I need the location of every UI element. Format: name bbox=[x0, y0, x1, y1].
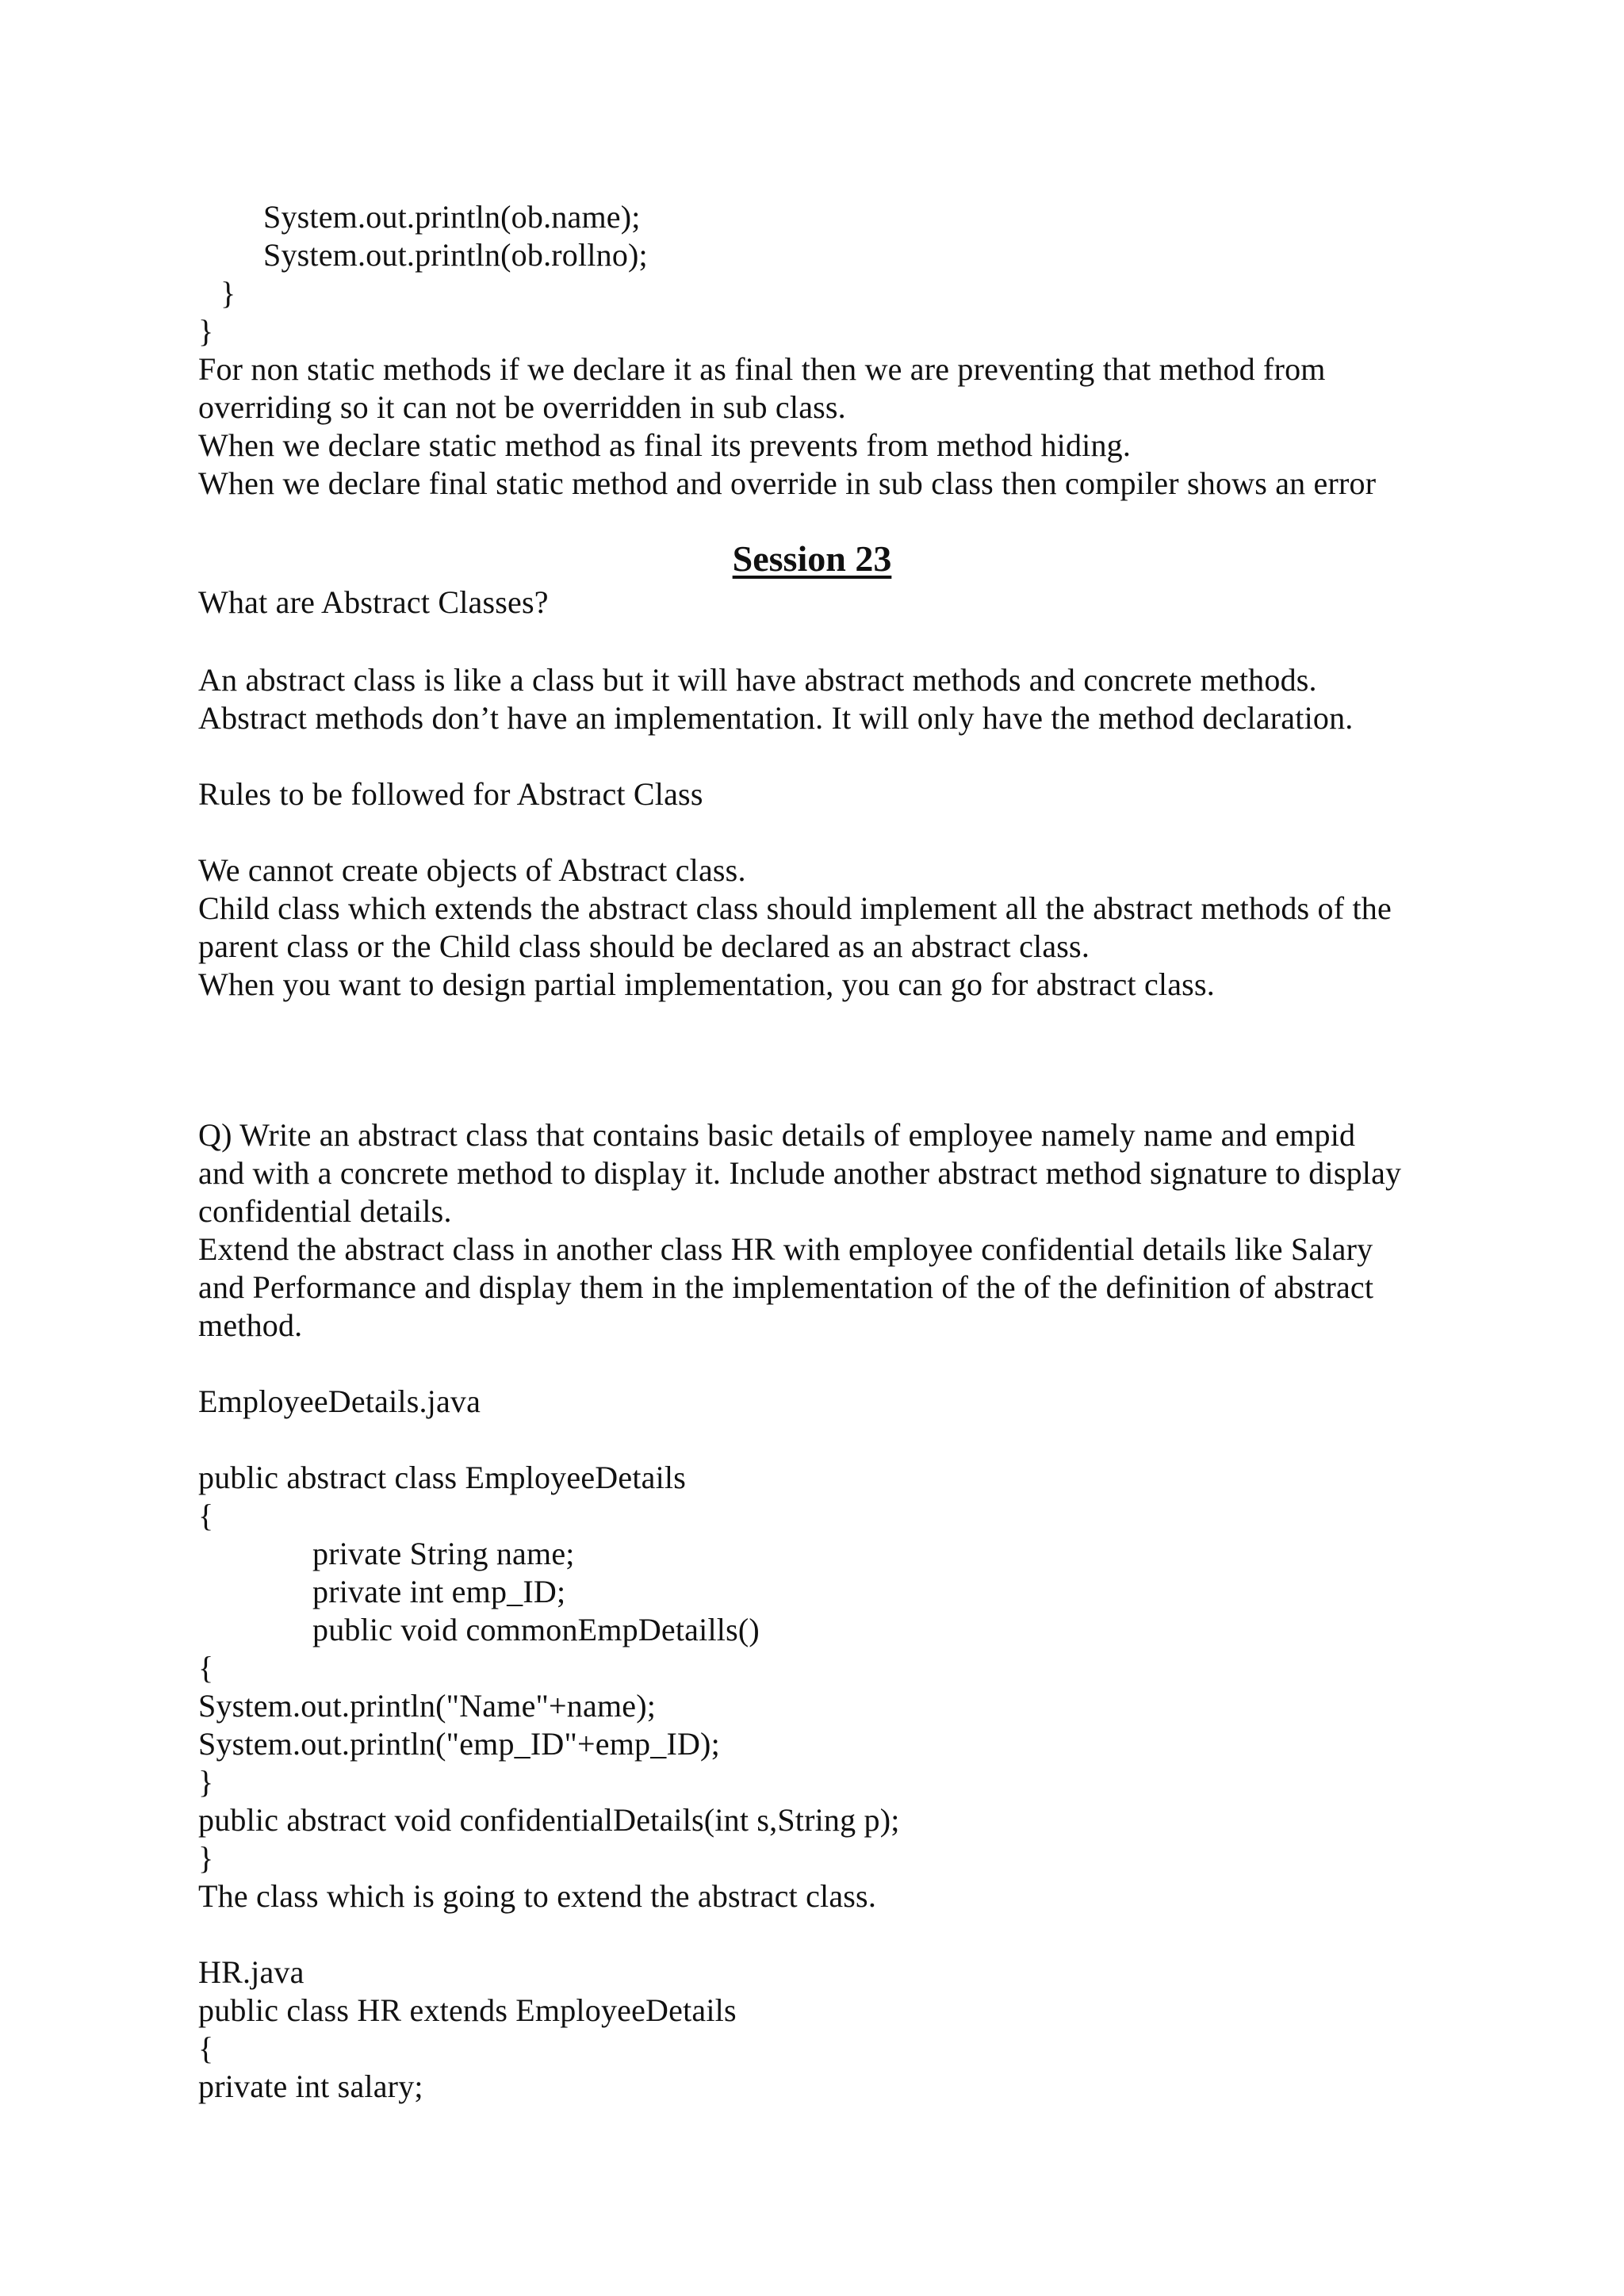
code-line: { bbox=[198, 1650, 214, 1686]
question-line: Q) Write an abstract class that contains basic details of employee namely name and empid bbox=[198, 1117, 1356, 1153]
question-line: and Performance and display them in the implementation of the of the definition of abstract bbox=[198, 1269, 1374, 1305]
question-line: method. bbox=[198, 1307, 303, 1343]
code-line: } bbox=[220, 275, 236, 311]
code-line: private int emp_ID; bbox=[312, 1574, 566, 1609]
code-line: public void commonEmpDetaills() bbox=[312, 1612, 760, 1647]
section-question: What are Abstract Classes? bbox=[198, 584, 549, 620]
code-line: } bbox=[198, 1764, 214, 1800]
question-line: Extend the abstract class in another class HR with employee confidential details like Salary bbox=[198, 1231, 1373, 1267]
code-line: System.out.println(ob.rollno); bbox=[263, 237, 648, 273]
paragraph-line: Abstract methods don’t have an implementation. It will only have the method declaration. bbox=[198, 700, 1354, 736]
paragraph-line: Child class which extends the abstract class should implement all the abstract methods of the bbox=[198, 890, 1392, 926]
paragraph-line: When you want to design partial implementation, you can go for abstract class. bbox=[198, 966, 1215, 1002]
paragraph-line: An abstract class is like a class but it will have abstract methods and concrete methods. bbox=[198, 662, 1317, 698]
code-line: } bbox=[198, 1840, 214, 1876]
code-line: System.out.println(ob.name); bbox=[263, 199, 641, 235]
question-line: and with a concrete method to display it. Include another abstract method signature to display bbox=[198, 1155, 1402, 1191]
code-line: { bbox=[198, 2030, 214, 2066]
paragraph-line: When we declare final static method and override in sub class then compiler shows an error bbox=[198, 465, 1377, 501]
code-line: public class HR extends EmployeeDetails bbox=[198, 1992, 737, 2028]
rules-heading: Rules to be followed for Abstract Class bbox=[198, 776, 703, 812]
question-line: confidential details. bbox=[198, 1193, 452, 1229]
code-line: public abstract class EmployeeDetails bbox=[198, 1460, 686, 1495]
code-line: System.out.println("Name"+name); bbox=[198, 1688, 657, 1724]
paragraph-line: The class which is going to extend the abstract class. bbox=[198, 1878, 877, 1914]
paragraph-line: overriding so it can not be overridden in sub class. bbox=[198, 389, 846, 425]
paragraph-line: parent class or the Child class should be declared as an abstract class. bbox=[198, 928, 1090, 964]
filename-label: EmployeeDetails.java bbox=[198, 1383, 481, 1419]
paragraph-line: For non static methods if we declare it as final then we are preventing that method from bbox=[198, 351, 1326, 387]
code-line: private String name; bbox=[312, 1536, 575, 1571]
paragraph-line: We cannot create objects of Abstract class. bbox=[198, 852, 746, 888]
code-line: System.out.println("emp_ID"+emp_ID); bbox=[198, 1726, 720, 1762]
session-heading: Session 23 bbox=[732, 538, 892, 579]
paragraph-line: When we declare static method as final its prevents from method hiding. bbox=[198, 427, 1132, 463]
code-line: private int salary; bbox=[198, 2068, 423, 2104]
code-line: { bbox=[198, 1498, 214, 1533]
code-line: } bbox=[198, 313, 214, 349]
filename-label: HR.java bbox=[198, 1954, 304, 1990]
code-line: public abstract void confidentialDetails(int s,String p); bbox=[198, 1802, 900, 1838]
